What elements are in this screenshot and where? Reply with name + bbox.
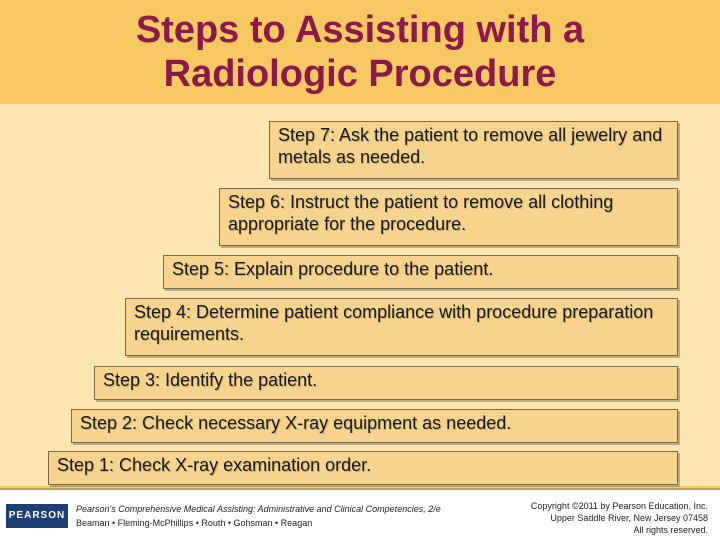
step-2-text: Check necessary X-ray equipment as needed. <box>137 413 512 433</box>
step-7-number: Step 7: <box>278 125 336 145</box>
step-7-box <box>269 121 678 179</box>
step-4-text: Determine patient compliance with procedure preparation requirements. <box>134 302 654 344</box>
book-title: Pearson's Comprehensive Medical Assisting: Administrative and Clinical Competencies, 2/e <box>76 504 441 514</box>
step-3-text: Identify the patient. <box>160 370 318 390</box>
step-7-text: Ask the patient to remove all jewelry and metals as needed. <box>278 125 663 167</box>
copyright-line-2: Upper Saddle River, New Jersey 07458 <box>550 513 708 523</box>
title-line-1: Steps to Assisting with a <box>135 9 585 51</box>
step-6-box <box>219 188 678 246</box>
slide-title <box>0 8 720 96</box>
copyright-line-1: Copyright ©2011 by Pearson Education, Inc. <box>530 501 708 511</box>
step-6-number: Step 6: <box>228 192 286 212</box>
pearson-logo: PEARSON <box>6 504 68 528</box>
step-6-text: Instruct the patient to remove all clothing appropriate for the procedure. <box>228 192 614 234</box>
step-5-box <box>163 255 678 289</box>
step-3-box <box>94 366 678 400</box>
step-4-box <box>125 298 678 356</box>
copyright-notice <box>531 500 708 536</box>
step-1-number: Step 1: <box>57 455 115 475</box>
step-1-box <box>48 451 678 485</box>
book-credit <box>76 502 441 530</box>
title-line-2: Radiologic Procedure <box>163 53 557 95</box>
step-3-number: Step 3: <box>103 370 161 390</box>
step-1-text: Check X-ray examination order. <box>114 455 372 475</box>
step-5-text: Explain procedure to the patient. <box>229 259 494 279</box>
footer <box>0 488 720 542</box>
copyright-line-3: All rights reserved. <box>633 525 708 535</box>
step-2-box <box>71 409 678 443</box>
step-2-number: Step 2: <box>80 413 138 433</box>
step-5-number: Step 5: <box>172 259 230 279</box>
step-4-number: Step 4: <box>134 302 192 322</box>
book-authors: Beaman • Fleming-McPhillips • Routh • Gohsman • Reagan <box>76 518 313 528</box>
